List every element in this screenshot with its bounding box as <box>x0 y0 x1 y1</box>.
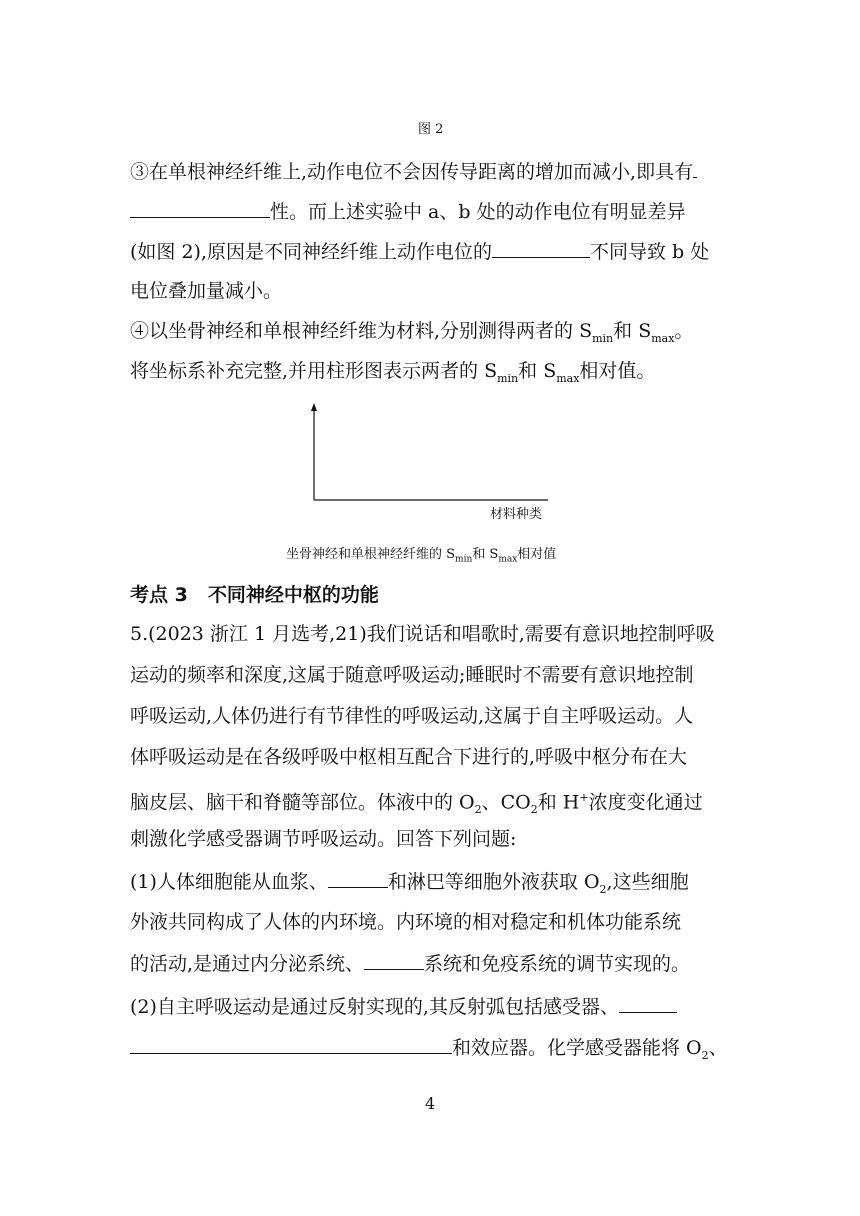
subscript-max: max <box>651 331 675 345</box>
x-axis-label: 材料种类 <box>490 507 543 522</box>
q3-line4: 电位叠加量减小。 <box>130 280 283 302</box>
page-number: 4 <box>425 1094 436 1113</box>
q5-p2-text2: 和效应器。化学感受器能将 O <box>452 1037 702 1059</box>
section-label: 考点 3 <box>130 584 188 606</box>
q3-line2 <box>130 199 686 224</box>
q5-part2-line2 <box>130 1035 728 1068</box>
q5-line6: 刺激化学感受器调节呼吸运动。回答下列问题: <box>130 828 517 850</box>
answer-blank[interactable] <box>328 869 388 888</box>
q5-p1-text2: 和淋巴等细胞外液获取 O <box>387 871 600 893</box>
section-heading <box>130 580 379 607</box>
y-axis-arrow-icon <box>311 403 317 411</box>
caption-text-a: 坐骨神经和单根神经纤维的 S <box>286 547 456 562</box>
figure-caption: 图 2 <box>418 122 444 137</box>
q5-line2: 运动的频率和深度,这属于随意呼吸运动;睡眠时不需要有意识地控制 <box>130 664 694 686</box>
q4-text1: ④以坐骨神经和单根神经纤维为材料,分别测得两者的 S <box>130 320 593 342</box>
q5-p1-text3: ,这些细胞 <box>606 871 689 893</box>
subscript-2: 2 <box>530 803 538 817</box>
q5-p2-text3: 、 <box>708 1037 728 1059</box>
subscript-min: min <box>455 554 473 565</box>
answer-blank[interactable] <box>130 199 270 218</box>
q5-part1-line1 <box>130 869 689 902</box>
q4-line1 <box>130 319 693 351</box>
q5-text5b: 、CO <box>481 791 531 814</box>
subscript-2: 2 <box>701 1048 709 1062</box>
blank-axes <box>300 400 560 520</box>
q4-and: 和 S <box>613 320 652 342</box>
answer-blank[interactable] <box>364 951 424 970</box>
q4-line2 <box>130 359 655 391</box>
q5-p2-text1: (2)自主呼吸运动是通过反射实现的,其反射弧包括感受器、 <box>130 996 619 1018</box>
q5-part1-line3 <box>130 951 690 976</box>
q3-text3a: (如图 2),原因是不同神经纤维上动作电位的 <box>130 241 492 263</box>
q5-p1-text4: 的活动,是通过内分泌系统、 <box>130 953 365 975</box>
q5-line3: 呼吸运动,人体仍进行有节律性的呼吸运动,这属于自主呼吸运动。人 <box>130 705 694 727</box>
q5-line5 <box>130 786 703 822</box>
q5-line1: 5.(2023 浙江 1 月选考,21)我们说话和唱歌时,需要有意识地控制呼吸 <box>130 623 715 645</box>
subscript-max: max <box>498 554 518 565</box>
q5-text5d: 浓度变化通过 <box>588 791 703 814</box>
subscript-2: 2 <box>599 882 607 896</box>
q3-line3 <box>130 239 709 264</box>
answer-blank[interactable] <box>693 159 697 178</box>
q5-text5c: 和 H <box>537 791 580 814</box>
caption-text-b: 和 S <box>472 547 499 562</box>
subscript-min: min <box>592 331 614 345</box>
q3-text1: ③在单根神经纤维上,动作电位不会因传导距离的增加而减小,即具有 <box>130 161 694 183</box>
q4-and: 和 S <box>518 360 557 382</box>
q3-line1 <box>130 159 697 184</box>
q5-part2-line1 <box>130 994 677 1019</box>
q5-part1-line2: 外液共同构成了人体的内环境。内环境的相对稳定和机体功能系统 <box>130 911 682 933</box>
subscript-min: min <box>497 371 519 385</box>
subscript-2: 2 <box>474 803 482 817</box>
section-title: 不同神经中枢的功能 <box>207 584 379 606</box>
q3-text2: 性。而上述实验中 a、b 处的动作电位有明显差异 <box>270 201 686 223</box>
answer-blank[interactable] <box>619 994 677 1013</box>
q5-p1-text1: (1)人体细胞能从血浆、 <box>130 871 328 893</box>
q4-text2: 将坐标系补充完整,并用柱形图表示两者的 S <box>130 360 498 382</box>
subscript-max: max <box>556 371 580 385</box>
superscript-plus: + <box>579 791 589 804</box>
q4-end: 。 <box>674 320 694 342</box>
q5-line4: 体呼吸运动是在各级呼吸中枢相互配合下进行的,呼吸中枢分布在大 <box>130 746 688 768</box>
chart-caption <box>286 543 556 565</box>
q3-text3b: 不同导致 b 处 <box>590 241 710 263</box>
q4-text2-end: 相对值。 <box>579 360 656 382</box>
q5-text5a: 脑皮层、脑干和脊髓等部位。体液中的 O <box>130 791 475 814</box>
answer-blank[interactable] <box>492 239 590 258</box>
q5-p1-text5: 系统和免疫系统的调节实现的。 <box>424 953 691 975</box>
caption-text-c: 相对值 <box>517 547 557 562</box>
answer-blank[interactable] <box>130 1035 452 1054</box>
